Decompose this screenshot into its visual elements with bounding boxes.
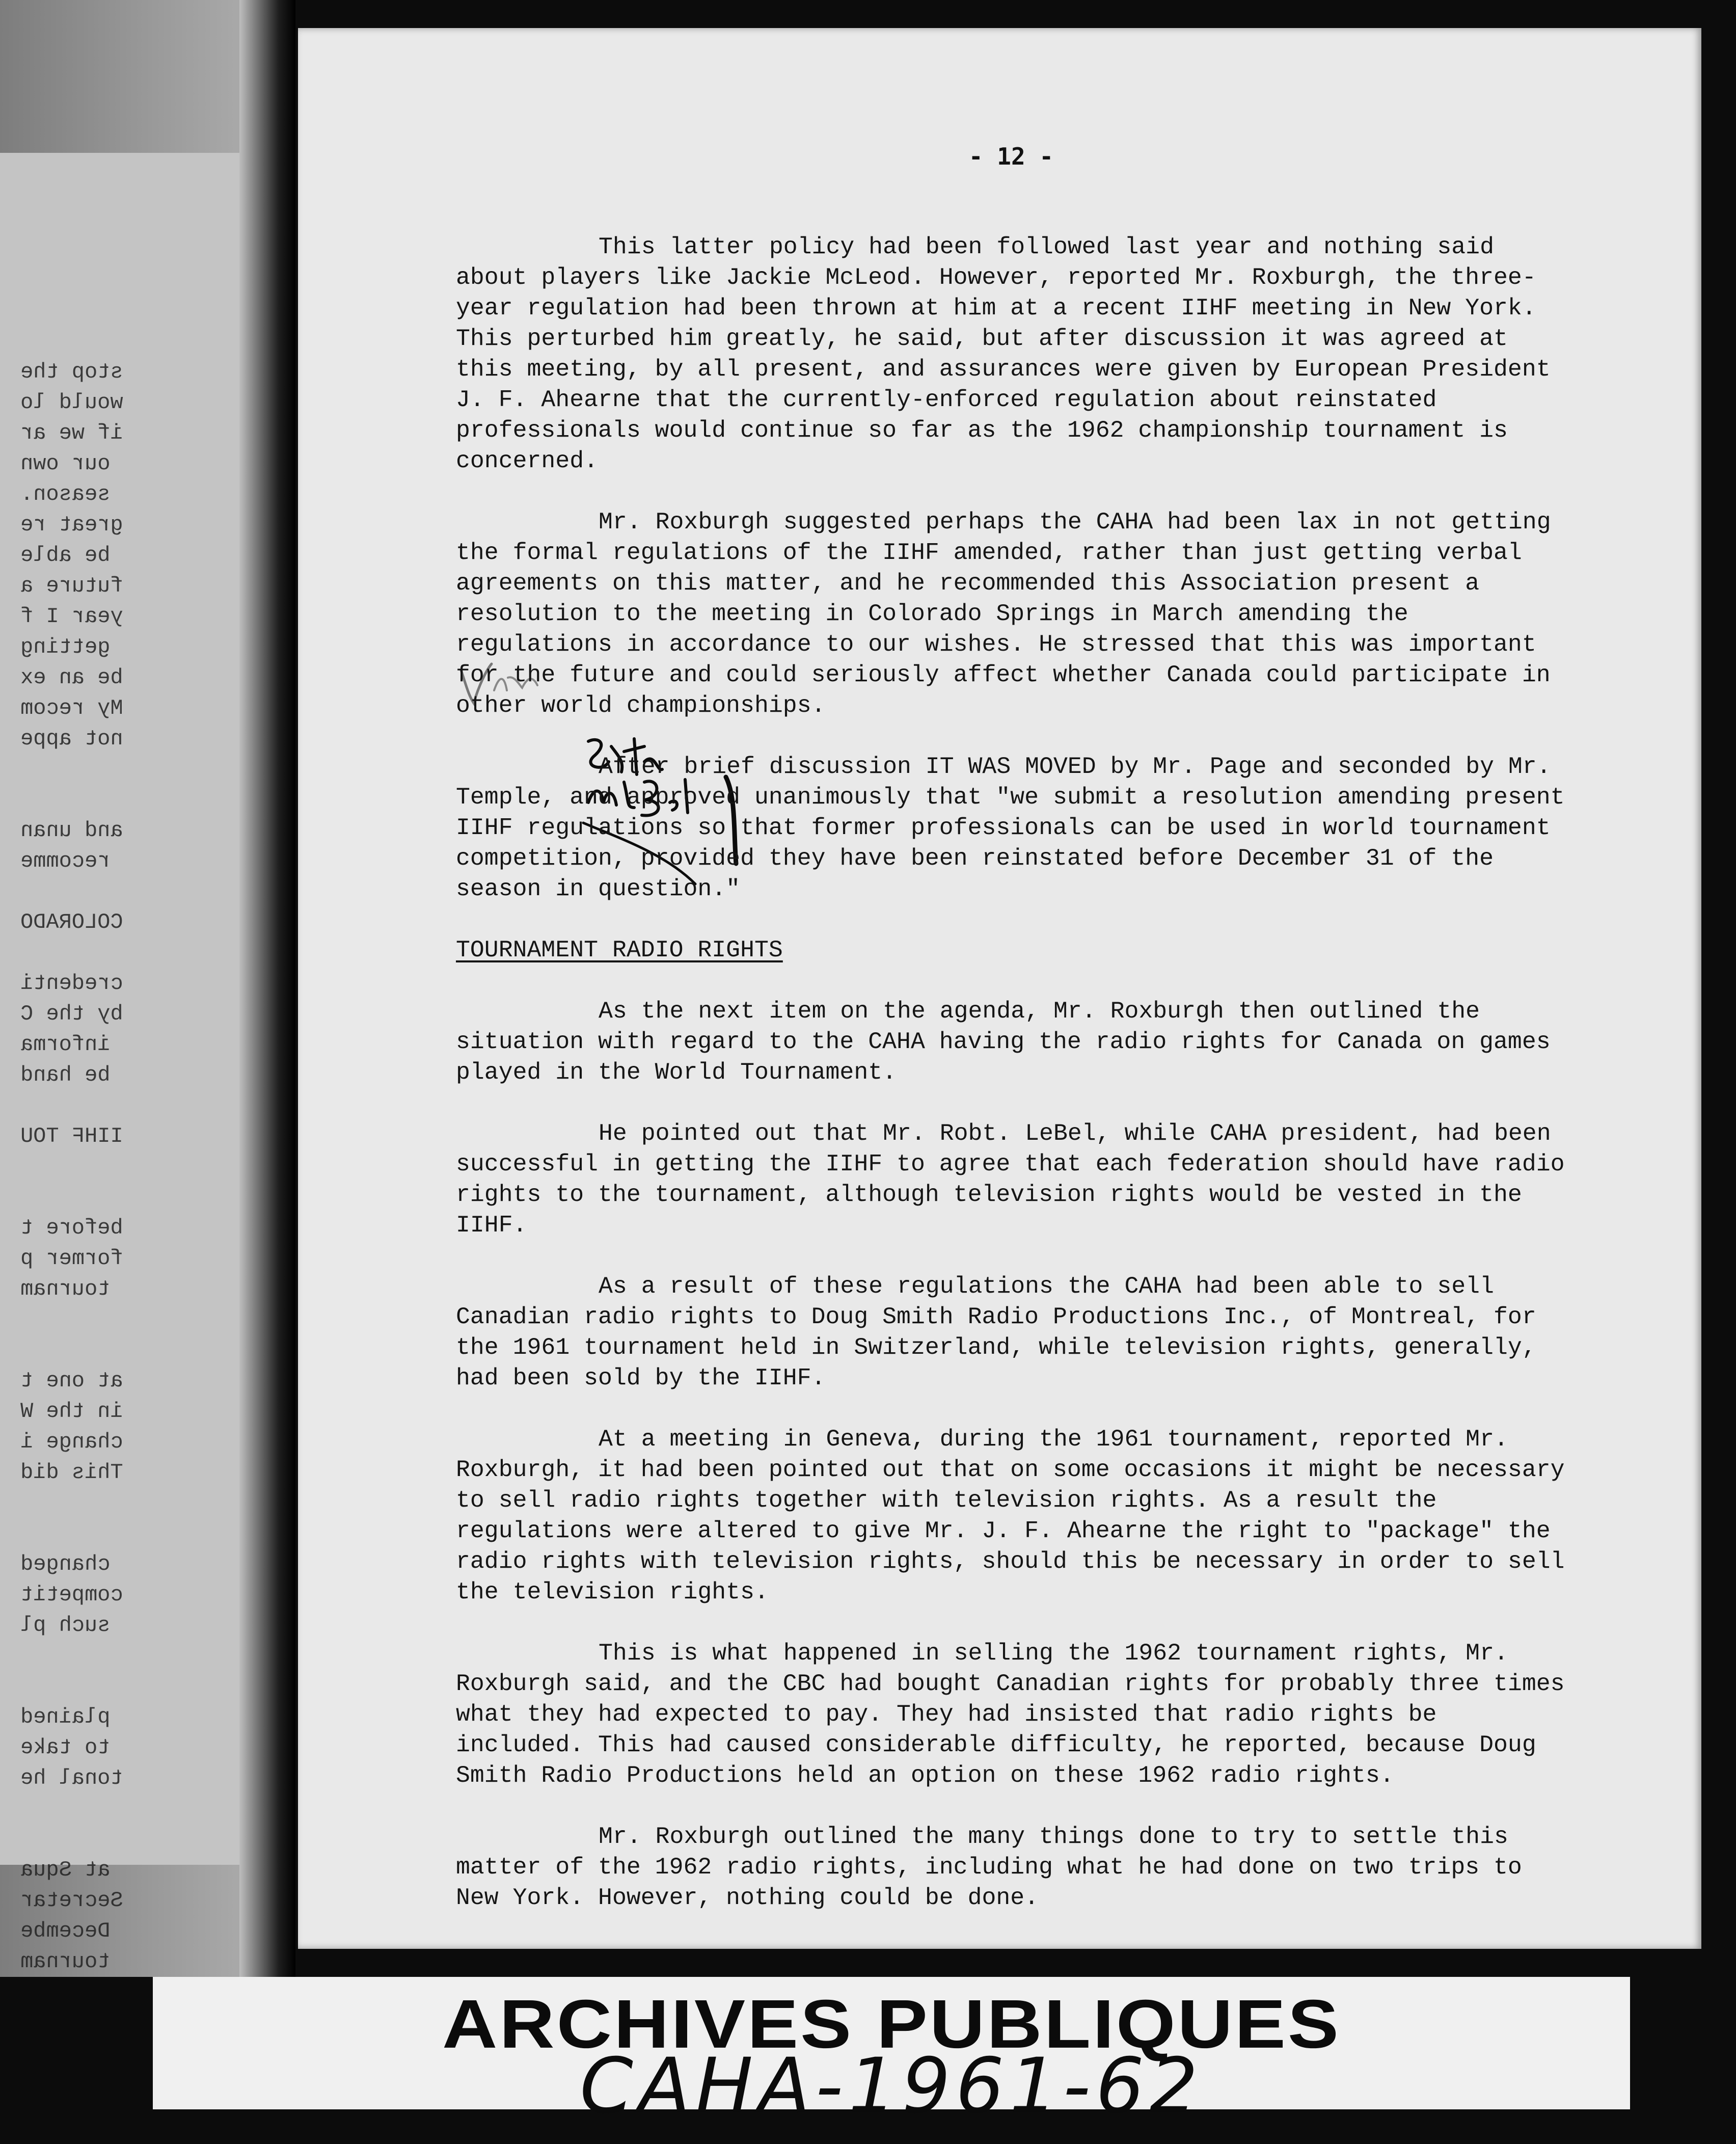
archive-reference: CAHA-1961-62 [580,2042,1203,2131]
facing-page [0,153,245,1974]
bleed-through-line: tournam [20,1949,111,1974]
bleed-through-line [0,1793,239,1824]
bleed-through-line: change i [20,1430,123,1454]
paragraph: As a result of these regulations the CAHA had been able to sell Canadian radio rights to Doug Smith Radio Productions Inc., of Montreal, for the 1961 tournament held in Switzerland, while television rights, generally, had been sold by the IIHF. [456,1273,1536,1391]
bleed-through-line: great re [20,513,123,537]
paragraph: After brief discussion IT WAS MOVED by Mr. Page and seconded by Mr. Temple, and approved unanimously that "we submit a resolution amending present IIHF regulations so that former professionals can be used in world tournament competition, provided they have been reinstated before December 31 of the season in question." [456,753,1565,902]
bleed-through-line: our own [20,451,111,476]
bleed-through-line: if we ar [20,421,123,445]
paragraph: He pointed out that Mr. Robt. LeBel, while CAHA president, had been successful in getting the IIHF to agree that each federation should have radio rights to the tournament, although television rights would be vested in the IIHF. [456,1120,1565,1239]
bleed-through-line [0,785,239,815]
bleed-through-line: at Squa [20,1858,111,1882]
bleed-through-line [0,1641,239,1671]
bleed-through-line: would lo [20,390,123,415]
bleed-through-line: be able [20,543,111,568]
bleed-through-line: Secretar [20,1888,123,1913]
bleed-through-line: by the C [20,1002,123,1026]
page-number: - 12 - [968,143,1054,170]
paragraph: Mr. Roxburgh outlined the many things done to try to settle this matter of the 1962 radio rights, including what he had done on two trips to New York. However, nothing could be done. [456,1823,1522,1911]
bleed-through-line: such pl [20,1613,111,1638]
bleed-through-line: COLORADO [20,910,123,934]
bleed-through-line [0,1090,239,1121]
bleed-through-line [0,1671,239,1702]
bleed-through-line [0,1824,239,1855]
bleed-through-line: future a [20,574,123,598]
bleed-through-line: credenti [20,971,123,996]
bleed-through-line: and unan [20,818,123,843]
bleed-through-line [0,1304,239,1335]
document-page [298,28,1701,1949]
bleed-through-line: IIHF TOU [20,1124,123,1148]
bleed-through-line: getting [20,635,111,659]
section-heading: TOURNAMENT RADIO RIGHTS [456,936,783,963]
bleed-through-line [0,1151,239,1182]
bleed-through-line [0,1335,239,1365]
bleed-through-line: be hand [20,1063,111,1087]
document-body [456,232,1577,1944]
bleed-through-line: Decembe [20,1919,111,1943]
archive-stamp: ARCHIVES PUBLIQUES [442,1985,1341,2062]
paragraph: This is what happened in selling the 1962 tournament rights, Mr. Roxburgh said, and the CBC had bought Canadian rights for probably three times what they had expected to pay. They had insisted that radio rights be included. This had caused considerable difficulty, he reported, because Doug Smith Radio Productions held an option on these 1962 radio rights. [456,1640,1565,1789]
bleed-through-line [0,937,239,968]
bleed-through-line: season. [20,482,111,506]
bleed-through-line [0,1182,239,1213]
bleed-through-line [0,754,239,785]
paragraph: At a meeting in Geneva, during the 1961 tournament, reported Mr. Roxburgh, it had been pointed out that on some occasions it might be necessary to sell radio rights together with television rights. As a result the regulations were altered to give Mr. J. F. Ahearne the right to "package" the radio rights with television rights, should this be necessary in order to sell the television rights. [456,1426,1565,1605]
bleed-through-line: not appe [20,727,123,751]
bleed-through-line: before t [20,1216,123,1240]
bleed-through-line: plained [20,1705,111,1729]
paragraph: As the next item on the agenda, Mr. Roxburgh then outlined the situation with regard to the CAHA having the radio rights for Canada on games played in the World Tournament. [456,998,1551,1086]
bleed-through-line: at one t [20,1369,123,1393]
bleed-through-line: to take [20,1735,111,1760]
archive-label [153,1977,1630,2131]
bleed-through-line [0,1488,239,1518]
bleed-through-line: My recom [20,696,123,720]
paragraph: This latter policy had been followed last year and nothing said about players like Jackie McLeod. However, reported Mr. Roxburgh, the three-year regulation had been thrown at him at a recent IIHF meeting in New York. This perturbed him greatly, he said, but after discussion it was agreed at this meeting, by all present, and assurances were given by European President J. F. Ahearne that the currently-enforced regulation about reinstated professionals would continue so far as the 1962 championship tournament is concerned. [456,233,1551,474]
bleed-through-line: informa [20,1032,111,1057]
bleed-through-line [0,1518,239,1549]
paragraph: Mr. Roxburgh suggested perhaps the CAHA had been lax in not getting the formal regulations of the IIHF amended, rather than just getting verbal agreements on this matter, and he recommended this Association present a resolution to the meeting in Colorado Springs in March amending the regulations in accordance to our wishes. He stressed that this was important for the future and could seriously affect whether Canada could participate in other world championships. [456,508,1551,719]
bleed-through-line: year I f [20,604,123,629]
bleed-through-line: be an ex [20,665,123,690]
bleed-through-line: former p [20,1246,123,1271]
bleed-through-line: recomme [20,849,111,873]
page-fold-shadow [239,0,295,1977]
bleed-through-line: This did [20,1460,123,1485]
bleed-through-line: stop the [20,360,123,384]
bleed-through-text [0,357,239,1977]
bleed-through-line: tournam [20,1277,111,1301]
bleed-through-line: tonal he [20,1766,123,1790]
bleed-through-line: competit [20,1583,123,1607]
bleed-through-line: changed [20,1552,111,1576]
bleed-through-line: in the W [20,1399,123,1424]
bleed-through-line [0,876,239,907]
